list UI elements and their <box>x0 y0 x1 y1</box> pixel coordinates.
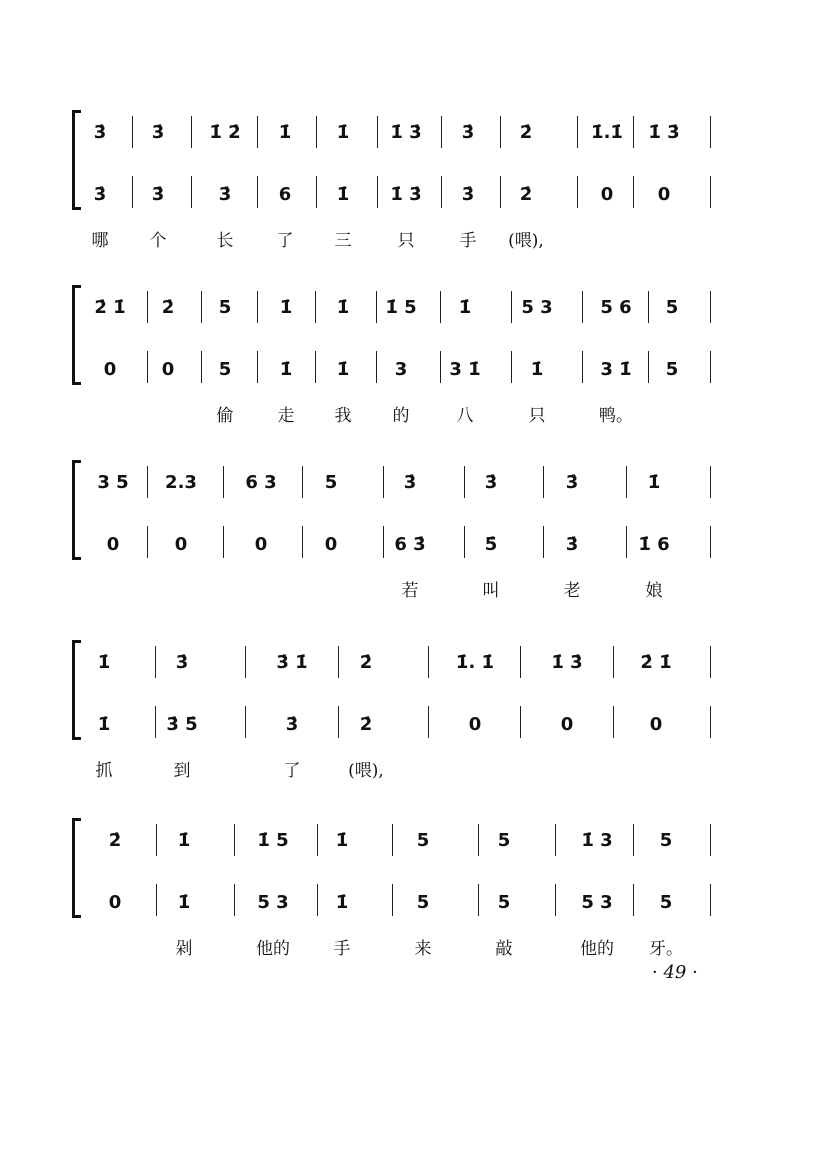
lower-note: 0 <box>106 534 120 555</box>
system-bracket <box>72 460 83 560</box>
lyric-text: 偷 <box>216 406 234 426</box>
bar-line <box>376 291 377 323</box>
bar-line <box>633 176 634 208</box>
upper-note: 1̇. 1̇ <box>455 652 495 673</box>
upper-note: 1̇ <box>647 472 661 493</box>
bar-line <box>155 706 156 738</box>
lower-note: 5 3 <box>581 892 613 913</box>
lyric-text: 长 <box>216 231 234 251</box>
bar-line <box>582 291 583 323</box>
lower-note: 3 <box>394 359 408 380</box>
bar-line <box>132 176 133 208</box>
lyric-text: 我 <box>334 406 352 426</box>
bar-line <box>710 291 711 323</box>
upper-note: 1̇ 3̇ <box>551 652 583 673</box>
upper-note: 3̇ <box>151 122 165 143</box>
lyric-text: 抓 <box>95 761 113 781</box>
lyric-text: (喂), <box>508 231 544 251</box>
bar-line <box>710 351 711 383</box>
bar-line <box>577 176 578 208</box>
bar-line <box>440 291 441 323</box>
bar-line <box>441 176 442 208</box>
upper-note: 5 <box>416 830 430 851</box>
upper-note: 2.3 <box>165 472 197 493</box>
lower-note: 3 1̇ <box>449 359 481 380</box>
bar-line <box>577 116 578 148</box>
upper-note: 1̇ <box>97 652 111 673</box>
upper-note: 2̇ <box>359 652 373 673</box>
lower-note: 3̇ <box>93 184 107 205</box>
lower-note: 1̇ 6 <box>638 534 670 555</box>
lyric-text: 他的 <box>580 939 614 959</box>
bar-line <box>377 116 378 148</box>
lower-note: 1̇ <box>279 359 293 380</box>
lower-note: 0 <box>103 359 117 380</box>
bar-line <box>543 526 544 558</box>
upper-note: 3̇ <box>93 122 107 143</box>
bar-line <box>648 291 649 323</box>
lower-note: 0 <box>174 534 188 555</box>
bar-line <box>500 176 501 208</box>
lower-note: 1̇ <box>335 892 349 913</box>
lower-note: 3̇ <box>565 534 579 555</box>
bar-line <box>464 466 465 498</box>
lyric-text: (喂), <box>348 761 384 781</box>
bar-line <box>377 176 378 208</box>
upper-note: 5 3 <box>521 297 553 318</box>
page-number: · 49 · <box>652 962 698 983</box>
upper-note: 1̇ <box>177 830 191 851</box>
bar-line <box>201 351 202 383</box>
system-bracket <box>72 285 83 385</box>
upper-note: 2̇ 1̇ <box>94 297 126 318</box>
lyric-text: 鸭。 <box>599 406 633 426</box>
bar-line <box>440 351 441 383</box>
lyric-text: 哪 <box>91 231 109 251</box>
lower-note: 5 <box>416 892 430 913</box>
lyric-text: 娘 <box>645 581 663 601</box>
lyric-text: 来 <box>414 939 432 959</box>
bar-line <box>147 466 148 498</box>
bar-line <box>245 706 246 738</box>
lyric-text: 他的 <box>256 939 290 959</box>
bar-line <box>633 116 634 148</box>
lower-note: 3̇ 5̇ <box>166 714 198 735</box>
bar-line <box>582 351 583 383</box>
lyric-text: 到 <box>173 761 191 781</box>
bar-line <box>710 466 711 498</box>
bar-line <box>376 351 377 383</box>
lower-note: 3̇ <box>461 184 475 205</box>
bar-line <box>710 526 711 558</box>
bar-line <box>317 824 318 856</box>
lyric-text: 老 <box>563 581 581 601</box>
bar-line <box>520 706 521 738</box>
bar-line <box>543 466 544 498</box>
music-system <box>0 640 826 790</box>
bar-line <box>613 646 614 678</box>
lyric-text: 八 <box>456 406 474 426</box>
upper-note: 1̇ <box>279 297 293 318</box>
bar-line <box>626 526 627 558</box>
upper-note: 6 3 <box>245 472 277 493</box>
lyric-text: 个 <box>149 231 167 251</box>
upper-note: 3̇ 1̇ <box>276 652 308 673</box>
upper-note: 1̇.1̇ <box>591 122 623 143</box>
lower-note: 5 <box>497 892 511 913</box>
bar-line <box>633 884 634 916</box>
bar-line <box>648 351 649 383</box>
upper-note: 2̇ <box>161 297 175 318</box>
lyric-text: 走 <box>277 406 295 426</box>
lower-note: 0 <box>600 184 614 205</box>
lyric-text: 手 <box>333 939 351 959</box>
upper-note: 5 <box>665 297 679 318</box>
upper-note: 1̇ 3 <box>581 830 613 851</box>
lyric-text: 牙。 <box>649 939 683 959</box>
bar-line <box>132 116 133 148</box>
lyric-text: 只 <box>528 406 546 426</box>
bar-line <box>710 646 711 678</box>
lower-note: 0 <box>649 714 663 735</box>
bar-line <box>478 884 479 916</box>
lyric-text: 手 <box>459 231 477 251</box>
lower-note: 3̇ <box>218 184 232 205</box>
lower-note: 5 3 <box>257 892 289 913</box>
lower-note: 0 <box>254 534 268 555</box>
bar-line <box>315 351 316 383</box>
bar-line <box>555 824 556 856</box>
bar-line <box>441 116 442 148</box>
lyric-text: 叫 <box>482 581 500 601</box>
lower-note: 3 1̇ <box>600 359 632 380</box>
upper-note: 1̇ 3̇ <box>648 122 680 143</box>
lower-note: 1̇ 3̇ <box>390 184 422 205</box>
lower-note: 5̇ <box>484 534 498 555</box>
lower-note: 3̇ <box>151 184 165 205</box>
lower-note: 1̇ <box>97 714 111 735</box>
bar-line <box>633 824 634 856</box>
bar-line <box>257 291 258 323</box>
lower-note: 0 <box>468 714 482 735</box>
music-system <box>0 110 826 260</box>
bar-line <box>223 466 224 498</box>
bar-line <box>520 646 521 678</box>
lyric-text: 了 <box>276 231 294 251</box>
bar-line <box>428 646 429 678</box>
lower-note: 5 <box>665 359 679 380</box>
bar-line <box>223 526 224 558</box>
system-bracket <box>72 640 83 740</box>
bar-line <box>316 176 317 208</box>
bar-line <box>383 526 384 558</box>
lyric-text: 只 <box>397 231 415 251</box>
upper-note: 5 <box>659 830 673 851</box>
lower-note: 5 <box>218 359 232 380</box>
bar-line <box>234 884 235 916</box>
bar-line <box>191 116 192 148</box>
bar-line <box>710 824 711 856</box>
lower-note: 2̇ <box>519 184 533 205</box>
lower-note: 3̇ <box>285 714 299 735</box>
system-bracket <box>72 110 83 210</box>
upper-note: 2̇ <box>108 830 122 851</box>
upper-note: 1̇ <box>336 297 350 318</box>
upper-note: 1̇ 5 <box>385 297 417 318</box>
upper-note: 5 <box>324 472 338 493</box>
lower-note: 1̇ <box>177 892 191 913</box>
lyric-text: 的 <box>392 406 410 426</box>
bar-line <box>302 526 303 558</box>
lower-note: 1̇ <box>336 359 350 380</box>
upper-note: 3̇ <box>484 472 498 493</box>
bar-line <box>428 706 429 738</box>
bar-line <box>234 824 235 856</box>
lyric-text: 剁 <box>175 939 193 959</box>
bar-line <box>710 116 711 148</box>
bar-line <box>257 116 258 148</box>
upper-note: 3̇ <box>403 472 417 493</box>
bar-line <box>383 466 384 498</box>
bar-line <box>156 884 157 916</box>
lower-note: 0 <box>657 184 671 205</box>
bar-line <box>201 291 202 323</box>
bar-line <box>257 176 258 208</box>
bar-line <box>511 291 512 323</box>
upper-note: 3̇ <box>461 122 475 143</box>
lower-note: 0 <box>161 359 175 380</box>
bar-line <box>710 706 711 738</box>
lyric-text: 敲 <box>495 939 513 959</box>
lower-note: 0 <box>560 714 574 735</box>
upper-note: 1̇ <box>335 830 349 851</box>
upper-note: 2̇ <box>519 122 533 143</box>
bar-line <box>316 116 317 148</box>
bar-line <box>626 466 627 498</box>
bar-line <box>710 884 711 916</box>
bar-line <box>156 824 157 856</box>
lower-note: 2̇ <box>359 714 373 735</box>
bar-line <box>392 884 393 916</box>
bar-line <box>338 646 339 678</box>
upper-note: 5 <box>497 830 511 851</box>
bar-line <box>511 351 512 383</box>
upper-note: 3̇ <box>565 472 579 493</box>
bar-line <box>710 176 711 208</box>
lower-note: 1̇ <box>530 359 544 380</box>
bar-line <box>155 646 156 678</box>
upper-note: 1̇ <box>336 122 350 143</box>
bar-line <box>613 706 614 738</box>
upper-note: 5 <box>218 297 232 318</box>
lower-note: 6 <box>278 184 292 205</box>
upper-note: 1̇ 5 <box>257 830 289 851</box>
system-bracket <box>72 818 83 918</box>
lower-note: 5 <box>659 892 673 913</box>
upper-note: 3̇ <box>175 652 189 673</box>
bar-line <box>147 291 148 323</box>
upper-note: 5 6 <box>600 297 632 318</box>
bar-line <box>147 526 148 558</box>
upper-note: 3 5 <box>97 472 129 493</box>
bar-line <box>500 116 501 148</box>
lower-note: 0 <box>108 892 122 913</box>
bar-line <box>478 824 479 856</box>
bar-line <box>338 706 339 738</box>
music-system <box>0 285 826 435</box>
lower-note: 1̇ <box>336 184 350 205</box>
lyric-text: 若 <box>401 581 419 601</box>
bar-line <box>147 351 148 383</box>
lyric-text: 了 <box>283 761 301 781</box>
bar-line <box>191 176 192 208</box>
bar-line <box>464 526 465 558</box>
music-system <box>0 460 826 610</box>
upper-note: 1̇ 2̇ <box>209 122 241 143</box>
lyric-text: 三 <box>334 231 352 251</box>
bar-line <box>257 351 258 383</box>
upper-note: 1̇ 3̇ <box>390 122 422 143</box>
bar-line <box>555 884 556 916</box>
bar-line <box>317 884 318 916</box>
upper-note: 1̇ <box>458 297 472 318</box>
upper-note: 1̇ <box>278 122 292 143</box>
lower-note: 0 <box>324 534 338 555</box>
upper-note: 2̇ 1̇ <box>640 652 672 673</box>
lower-note: 6 3̇ <box>394 534 426 555</box>
music-system <box>0 818 826 968</box>
bar-line <box>302 466 303 498</box>
bar-line <box>315 291 316 323</box>
bar-line <box>245 646 246 678</box>
bar-line <box>392 824 393 856</box>
